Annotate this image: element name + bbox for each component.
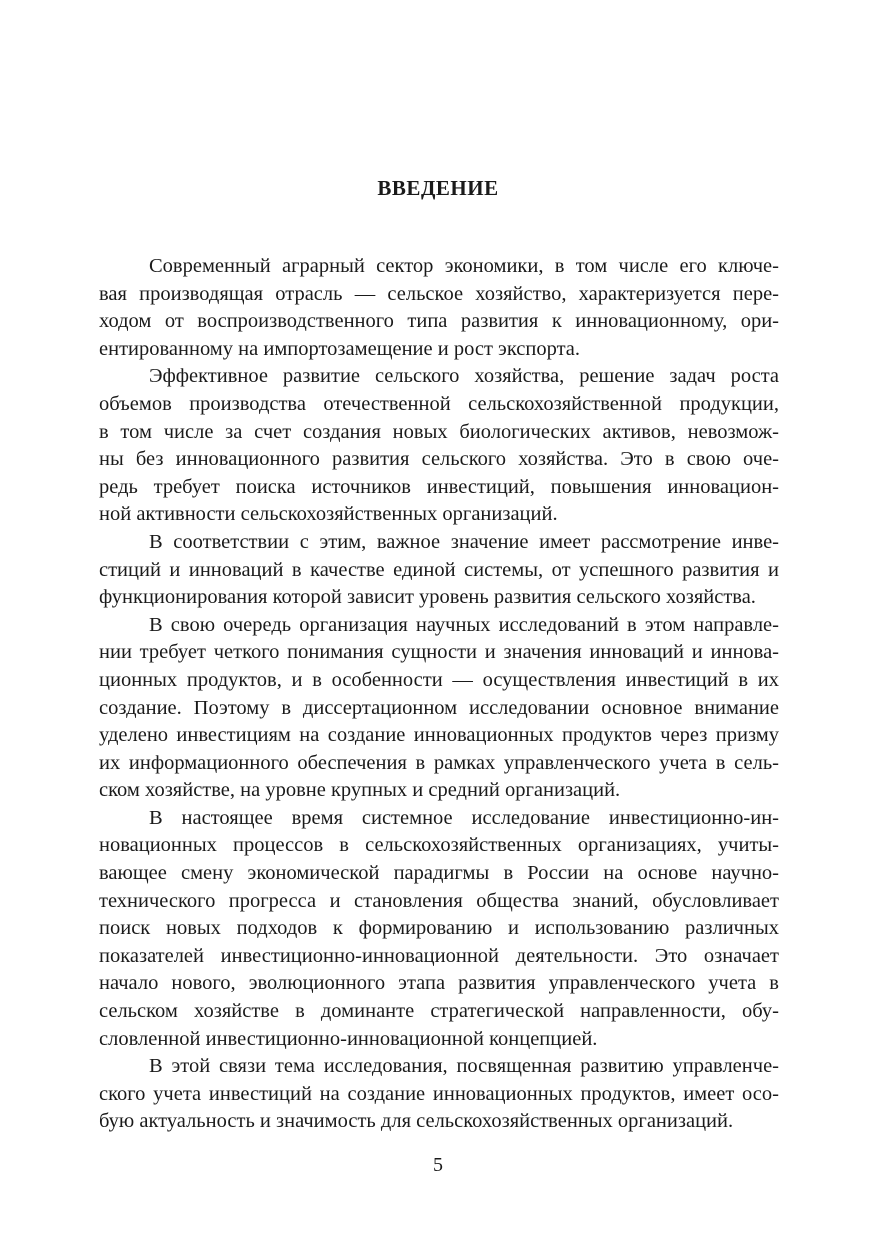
page-title: ВВЕДЕНИЕ <box>377 176 499 201</box>
text-line: В свою очередь организация научных исследований в этом направле- <box>149 613 779 636</box>
paragraph <box>99 1053 779 1136</box>
text-line: вая производящая отрасль — сельское хозяйство, характеризуется пере- <box>99 282 779 305</box>
text-line: ентированному на импортозамещение и рост экспорта. <box>99 337 581 360</box>
paragraph <box>99 805 779 1053</box>
text-line: нии требует четкого понимания сущности и значения инноваций и иннова- <box>99 641 779 664</box>
text-line: уделено инвестициям на создание инновационных продуктов через призму <box>99 724 779 747</box>
text-line: ной активности сельскохозяйственных организаций. <box>99 503 558 526</box>
text-line: бую актуальность и значимость для сельскохозяйственных организаций. <box>99 1110 734 1133</box>
text-line: В этой связи тема исследования, посвященная развитию управленче- <box>149 1055 779 1078</box>
text-line: начало нового, эволюционного этапа развития управленческого учета в <box>99 972 779 995</box>
text-line: показателей инвестиционно-инновационной деятельности. Это означает <box>99 944 779 967</box>
text-line: поиск новых подходов к формированию и использованию различных <box>99 917 779 940</box>
text-line: словленной инвестиционно-инновационной концепцией. <box>99 1027 598 1050</box>
text-line: в том числе за счет создания новых биологических активов, невозмож- <box>99 420 779 443</box>
text-line: стиций и инноваций в качестве единой системы, от успешного развития и <box>99 558 779 581</box>
text-line: создание. Поэтому в диссертационном исследовании основное внимание <box>99 696 779 719</box>
text-line: В настоящее время системное исследование инвестиционно-ин- <box>149 806 779 829</box>
body-text <box>99 253 779 1136</box>
text-line: ционных продуктов, и в особенности — осуществления инвестиций в их <box>99 668 779 691</box>
text-line: сельском хозяйстве в доминанте стратегической направленности, обу- <box>99 1000 779 1023</box>
paragraph <box>99 253 779 363</box>
text-line: В соответствии с этим, важное значение имеет рассмотрение инве- <box>149 530 779 553</box>
paragraph <box>99 612 779 805</box>
text-line: Эффективное развитие сельского хозяйства, решение задач роста <box>149 365 779 388</box>
text-line: новационных процессов в сельскохозяйственных организациях, учиты- <box>99 834 779 857</box>
page-number: 5 <box>433 1154 443 1176</box>
text-line: технического прогресса и становления общества знаний, обусловливает <box>99 889 779 912</box>
text-line: объемов производства отечественной сельскохозяйственной продукции, <box>99 392 779 415</box>
text-line: ского учета инвестиций на создание инновационных продуктов, имеет осо- <box>99 1082 779 1105</box>
text-line: их информационного обеспечения в рамках управленческого учета в сель- <box>99 751 779 774</box>
paragraph <box>99 529 779 612</box>
text-line: редь требует поиска источников инвестиций, повышения инновацион- <box>99 475 779 498</box>
text-line: ны без инновационного развития сельского хозяйства. Это в свою оче- <box>99 448 779 471</box>
text-line: вающее смену экономической парадигмы в России на основе научно- <box>99 862 779 885</box>
text-line: Современный аграрный сектор экономики, в том числе его ключе- <box>149 255 779 277</box>
text-line: ском хозяйстве, на уровне крупных и средний организаций. <box>99 779 621 802</box>
paragraph <box>99 363 779 529</box>
text-line: ходом от воспроизводственного типа развития к инновационному, ори- <box>99 310 779 333</box>
text-line: функционирования которой зависит уровень развития сельского хозяйства. <box>99 586 756 609</box>
